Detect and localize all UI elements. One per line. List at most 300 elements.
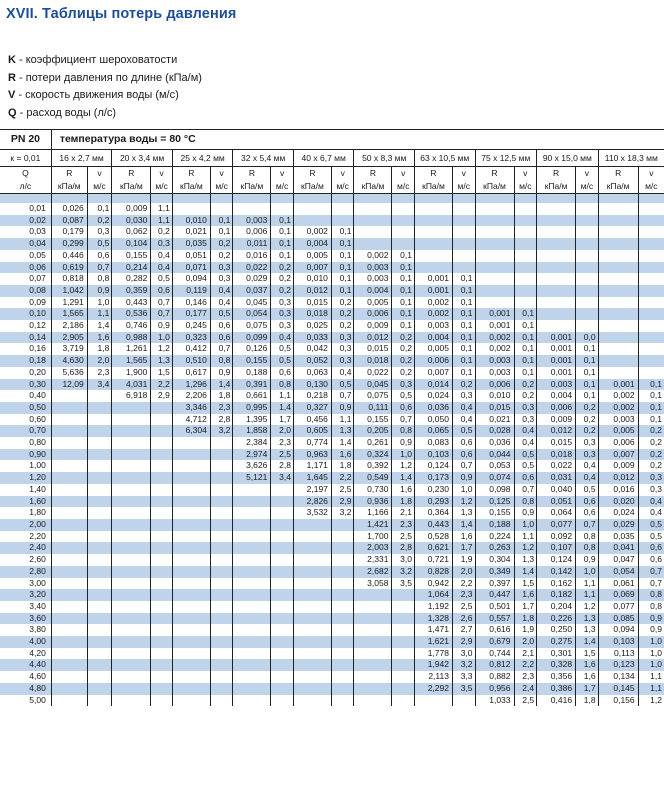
table-row <box>0 402 664 414</box>
flow-rate-cell: 0,02 <box>0 215 51 227</box>
pressure-loss-cell <box>354 203 392 215</box>
velocity-cell: 0,3 <box>331 343 354 355</box>
pipe-size-header: 25 x 4,2 мм <box>172 150 233 167</box>
velocity-cell: 0,3 <box>271 320 294 332</box>
velocity-cell: 0,2 <box>151 226 173 238</box>
pressure-loss-cell: 0,155 <box>475 507 514 519</box>
pressure-loss-cell: 0,016 <box>598 484 638 496</box>
velocity-cell <box>151 472 173 484</box>
pressure-loss-cell: 0,549 <box>354 472 392 484</box>
velocity-cell <box>452 226 475 238</box>
velocity-cell: 1,4 <box>392 472 415 484</box>
pressure-loss-cell: 0,045 <box>233 297 271 309</box>
pressure-loss-cell <box>354 215 392 227</box>
spacer-cell <box>354 194 392 204</box>
pressure-loss-cell <box>51 578 87 590</box>
flow-rate-cell: 0,40 <box>29 390 46 401</box>
pressure-loss-cell: 0,014 <box>415 379 453 391</box>
velocity-cell <box>452 695 475 707</box>
pressure-loss-cell <box>172 472 210 484</box>
velocity-cell: 0,1 <box>576 355 599 367</box>
velocity-cell <box>271 601 294 613</box>
velocity-cell: 0,2 <box>331 320 354 332</box>
velocity-cell <box>271 659 294 671</box>
r-unit: кПа/м <box>51 180 87 194</box>
velocity-cell: 3,5 <box>452 683 475 695</box>
pressure-loss-cell: 0,447 <box>475 589 514 601</box>
velocity-cell <box>210 589 233 601</box>
velocity-cell <box>576 308 599 320</box>
pressure-loss-cell: 0,005 <box>354 297 392 309</box>
pressure-loss-cell <box>233 613 271 625</box>
velocity-cell <box>151 519 173 531</box>
pressure-loss-cell: 0,299 <box>51 238 87 250</box>
pressure-loss-cell <box>537 273 576 285</box>
flow-rate-cell: 2,00 <box>0 519 51 531</box>
pressure-loss-cell: 0,134 <box>598 671 638 683</box>
v-unit: м/с <box>576 180 599 194</box>
velocity-cell <box>87 601 112 613</box>
velocity-cell <box>87 519 112 531</box>
pressure-loss-cell: 2,974 <box>233 449 271 461</box>
table-row <box>0 273 664 285</box>
velocity-cell: 0,5 <box>210 308 233 320</box>
velocity-cell <box>210 507 233 519</box>
velocity-cell <box>271 671 294 683</box>
velocity-cell <box>87 460 112 472</box>
velocity-cell <box>151 683 173 695</box>
roughness-label: к = 0,01 <box>0 150 51 167</box>
pressure-loss-cell: 0,146 <box>172 297 210 309</box>
table-row <box>0 238 664 250</box>
velocity-cell: 2,3 <box>271 437 294 449</box>
velocity-cell <box>331 613 354 625</box>
pressure-loss-cell <box>51 636 87 648</box>
pressure-loss-cell: 0,124 <box>537 554 576 566</box>
velocity-cell: 0,6 <box>87 250 112 262</box>
velocity-cell: 0,9 <box>210 367 233 379</box>
velocity-cell: 0,3 <box>210 273 233 285</box>
velocity-cell <box>271 578 294 590</box>
pipe-size-header: 63 x 10,5 мм <box>415 150 476 167</box>
pressure-loss-cell: 0,616 <box>475 624 514 636</box>
pressure-loss-cell: 2,682 <box>354 566 392 578</box>
r-symbol: R <box>537 167 576 181</box>
flow-rate-cell: 2,40 <box>0 542 51 554</box>
pipe-size-header: 32 x 5,4 мм <box>233 150 294 167</box>
table-row <box>0 460 664 472</box>
velocity-cell: 0,9 <box>452 472 475 484</box>
pipe-size-header: 75 x 12,5 мм <box>475 150 537 167</box>
pressure-loss-cell: 0,123 <box>598 659 638 671</box>
velocity-cell: 0,1 <box>392 262 415 274</box>
velocity-cell: 3,2 <box>331 507 354 519</box>
pressure-loss-cell: 0,022 <box>354 367 392 379</box>
velocity-cell: 0,5 <box>271 343 294 355</box>
velocity-cell: 0,6 <box>392 402 415 414</box>
pipe-size-header: 90 x 15,0 мм <box>537 150 599 167</box>
pressure-loss-cell <box>598 250 638 262</box>
pressure-loss-cell: 0,323 <box>172 332 210 344</box>
table-row <box>0 285 664 297</box>
table-row <box>0 215 664 227</box>
page-title: XVII. Таблицы потерь давления <box>6 6 237 22</box>
velocity-cell: 1,9 <box>514 624 537 636</box>
pressure-loss-cell: 0,245 <box>172 320 210 332</box>
flow-rate-cell: 0,60 <box>29 413 46 424</box>
pressure-loss-cell: 0,004 <box>354 285 392 297</box>
velocity-cell: 0,9 <box>638 613 664 625</box>
pressure-loss-cell <box>293 624 331 636</box>
velocity-cell: 0,7 <box>210 343 233 355</box>
pressure-loss-cell: 3,346 <box>172 402 210 414</box>
velocity-cell: 0,8 <box>392 425 415 437</box>
pressure-loss-cell: 0,002 <box>475 332 514 344</box>
velocity-cell <box>151 695 173 707</box>
pressure-loss-cell <box>354 226 392 238</box>
r-unit: кПа/м <box>172 180 210 194</box>
velocity-cell: 0,2 <box>392 332 415 344</box>
pressure-loss-cell: 0,035 <box>598 531 638 543</box>
pressure-loss-cell: 0,085 <box>598 613 638 625</box>
velocity-cell: 1,8 <box>331 460 354 472</box>
velocity-cell <box>271 636 294 648</box>
velocity-cell <box>87 437 112 449</box>
pressure-loss-cell: 1,565 <box>51 308 87 320</box>
pressure-loss-cell: 0,012 <box>293 285 331 297</box>
velocity-cell <box>87 554 112 566</box>
pressure-loss-cell <box>475 273 514 285</box>
pressure-loss-cell: 0,041 <box>598 542 638 554</box>
pressure-loss-cell <box>293 648 331 660</box>
table-row <box>0 355 664 367</box>
pressure-loss-cell: 0,011 <box>233 238 271 250</box>
velocity-cell: 2,2 <box>331 472 354 484</box>
pressure-loss-cell: 0,774 <box>293 437 331 449</box>
pressure-loss-cell <box>537 215 576 227</box>
pressure-loss-cell: 2,292 <box>415 683 453 695</box>
velocity-cell <box>392 589 415 601</box>
pressure-loss-cell <box>293 613 331 625</box>
velocity-cell <box>87 425 112 437</box>
pressure-loss-cell: 0,040 <box>537 484 576 496</box>
pressure-loss-cell <box>537 226 576 238</box>
velocity-cell: 0,5 <box>514 449 537 461</box>
velocity-cell <box>514 285 537 297</box>
velocity-cell <box>638 215 664 227</box>
pressure-loss-cell: 0,006 <box>415 355 453 367</box>
velocity-cell: 1,8 <box>210 390 233 402</box>
flow-rate-cell: 4,40 <box>0 659 51 671</box>
velocity-cell <box>514 262 537 274</box>
velocity-cell <box>271 624 294 636</box>
pressure-loss-cell: 1,042 <box>51 285 87 297</box>
pressure-loss-cell <box>293 671 331 683</box>
velocity-cell: 3,2 <box>452 659 475 671</box>
velocity-cell: 0,6 <box>151 285 173 297</box>
pressure-loss-cell <box>51 554 87 566</box>
velocity-cell: 0,8 <box>87 273 112 285</box>
pressure-loss-cell: 0,443 <box>112 297 151 309</box>
velocity-cell: 0,4 <box>151 250 173 262</box>
velocity-cell <box>210 683 233 695</box>
velocity-cell: 0,6 <box>452 437 475 449</box>
velocity-cell: 0,5 <box>392 390 415 402</box>
velocity-cell <box>271 507 294 519</box>
pressure-loss-cell <box>415 203 453 215</box>
velocity-cell <box>151 636 173 648</box>
velocity-cell: 1,1 <box>638 683 664 695</box>
r-unit: кПа/м <box>475 180 514 194</box>
pressure-loss-cell: 0,094 <box>172 273 210 285</box>
velocity-cell <box>87 542 112 554</box>
velocity-cell <box>210 472 233 484</box>
velocity-cell: 0,2 <box>210 250 233 262</box>
velocity-cell: 0,2 <box>271 262 294 274</box>
velocity-cell: 3,3 <box>452 671 475 683</box>
table-row <box>0 320 664 332</box>
pressure-loss-cell: 0,004 <box>537 390 576 402</box>
velocity-cell <box>576 238 599 250</box>
pressure-loss-cell <box>354 624 392 636</box>
pressure-loss-cell <box>233 531 271 543</box>
table-row <box>0 589 664 601</box>
pressure-loss-cell <box>172 507 210 519</box>
pressure-loss-cell <box>172 624 210 636</box>
velocity-cell: 1,6 <box>576 659 599 671</box>
pressure-loss-cell: 0,015 <box>537 437 576 449</box>
velocity-cell <box>210 449 233 461</box>
velocity-cell: 2,3 <box>514 671 537 683</box>
pressure-loss-cell: 0,391 <box>233 379 271 391</box>
velocity-cell: 2,3 <box>452 589 475 601</box>
pressure-loss-cell <box>233 624 271 636</box>
velocity-cell: 0,3 <box>271 297 294 309</box>
spacer-cell <box>452 194 475 204</box>
pressure-loss-cell: 0,942 <box>415 578 453 590</box>
spacer-cell <box>233 194 271 204</box>
pressure-loss-cell: 0,010 <box>475 390 514 402</box>
flow-rate-cell: 0,03 <box>29 226 46 237</box>
v-unit: м/с <box>392 180 415 194</box>
velocity-cell <box>151 671 173 683</box>
pressure-loss-cell: 0,528 <box>415 531 453 543</box>
pressure-loss-cell: 0,349 <box>475 566 514 578</box>
pressure-loss-cell: 0,063 <box>293 367 331 379</box>
flow-rate-cell: 0,05 <box>29 249 46 260</box>
pressure-loss-cell <box>112 414 151 426</box>
velocity-cell <box>87 507 112 519</box>
velocity-cell: 2,4 <box>514 683 537 695</box>
pressure-loss-cell: 0,092 <box>537 531 576 543</box>
v-unit: м/с <box>452 180 475 194</box>
velocity-cell: 3,4 <box>271 472 294 484</box>
velocity-cell: 0,6 <box>576 507 599 519</box>
flow-rate-cell: 2,80 <box>0 566 51 578</box>
velocity-cell: 0,4 <box>210 297 233 309</box>
pressure-loss-cell <box>293 683 331 695</box>
v-symbol: v <box>210 167 233 181</box>
pressure-loss-cell <box>233 519 271 531</box>
pressure-loss-cell: 0,214 <box>112 262 151 274</box>
velocity-cell: 0,4 <box>514 425 537 437</box>
velocity-cell: 0,3 <box>576 437 599 449</box>
velocity-cell <box>151 554 173 566</box>
spacer-cell <box>598 194 638 204</box>
pressure-loss-cell: 0,963 <box>293 449 331 461</box>
pressure-loss-cell: 0,124 <box>415 460 453 472</box>
table-row <box>0 332 664 344</box>
pressure-loss-cell <box>172 531 210 543</box>
velocity-cell: 2,0 <box>87 355 112 367</box>
pressure-loss-cell: 0,018 <box>354 355 392 367</box>
pressure-loss-cell <box>172 695 210 707</box>
velocity-cell: 0,6 <box>514 472 537 484</box>
velocity-cell: 0,5 <box>151 273 173 285</box>
table-row <box>0 484 664 496</box>
velocity-cell: 2,8 <box>210 414 233 426</box>
pressure-loss-cell: 0,179 <box>51 226 87 238</box>
pressure-loss-cell <box>112 683 151 695</box>
pressure-loss-cell: 0,003 <box>475 355 514 367</box>
pressure-loss-cell: 0,188 <box>233 367 271 379</box>
pressure-loss-cell <box>293 636 331 648</box>
table-row <box>0 437 664 449</box>
velocity-cell: 0,4 <box>271 332 294 344</box>
pressure-loss-cell: 0,003 <box>354 273 392 285</box>
pressure-loss-cell: 0,002 <box>598 402 638 414</box>
pressure-loss-cell <box>172 613 210 625</box>
v-unit: м/с <box>87 180 112 194</box>
pressure-loss-cell <box>415 215 453 227</box>
velocity-cell: 0,4 <box>452 402 475 414</box>
velocity-cell: 0,2 <box>392 343 415 355</box>
velocity-cell: 0,1 <box>392 250 415 262</box>
pressure-loss-cell: 0,501 <box>475 601 514 613</box>
legend-item-q: Q - расход воды (л/с) <box>8 106 117 119</box>
velocity-cell <box>271 542 294 554</box>
pressure-loss-cell: 3,532 <box>293 507 331 519</box>
velocity-cell <box>210 601 233 613</box>
velocity-cell <box>210 519 233 531</box>
pressure-loss-cell: 0,018 <box>293 308 331 320</box>
velocity-cell: 2,1 <box>392 507 415 519</box>
pressure-loss-cell: 0,456 <box>293 414 331 426</box>
v-unit: м/с <box>331 180 354 194</box>
pressure-loss-cell <box>233 659 271 671</box>
velocity-cell: 1,1 <box>331 414 354 426</box>
pressure-loss-cell: 0,744 <box>475 648 514 660</box>
velocity-cell: 1,0 <box>576 566 599 578</box>
velocity-cell <box>392 601 415 613</box>
pressure-loss-cell: 0,746 <box>112 320 151 332</box>
pressure-loss-cell: 0,099 <box>233 332 271 344</box>
pressure-loss-cell: 0,988 <box>112 332 151 344</box>
velocity-cell: 2,9 <box>452 636 475 648</box>
pressure-loss-cell <box>172 484 210 496</box>
velocity-cell <box>210 636 233 648</box>
pressure-loss-cell: 0,002 <box>415 297 453 309</box>
spacer-cell <box>537 194 576 204</box>
velocity-cell: 3,2 <box>210 425 233 437</box>
velocity-cell: 0,1 <box>452 273 475 285</box>
velocity-cell: 0,7 <box>514 484 537 496</box>
velocity-cell: 0,4 <box>576 460 599 472</box>
velocity-cell: 0,1 <box>452 320 475 332</box>
pressure-loss-cell: 2,384 <box>233 437 271 449</box>
pressure-loss-cell <box>112 437 151 449</box>
pressure-loss-cell: 0,003 <box>598 414 638 426</box>
velocity-cell <box>87 402 112 414</box>
flow-rate-cell: 3,00 <box>29 577 46 588</box>
pressure-loss-cell <box>51 472 87 484</box>
velocity-cell: 0,3 <box>638 484 664 496</box>
velocity-cell: 0,1 <box>452 343 475 355</box>
velocity-cell: 0,3 <box>392 379 415 391</box>
pressure-loss-cell <box>172 578 210 590</box>
velocity-cell: 2,1 <box>514 648 537 660</box>
header-row-pn <box>0 130 664 150</box>
pressure-loss-cell: 0,007 <box>293 262 331 274</box>
velocity-cell: 1,6 <box>87 332 112 344</box>
v-unit: м/с <box>271 180 294 194</box>
velocity-cell: 0,7 <box>638 578 664 590</box>
velocity-cell: 3,0 <box>392 554 415 566</box>
pressure-loss-cell: 1,900 <box>112 367 151 379</box>
pressure-loss-cell <box>172 589 210 601</box>
velocity-cell <box>151 566 173 578</box>
velocity-cell: 0,1 <box>271 238 294 250</box>
velocity-cell: 3,2 <box>392 566 415 578</box>
r-unit: кПа/м <box>354 180 392 194</box>
pressure-loss-cell <box>598 367 638 379</box>
pressure-loss-cell: 0,882 <box>475 671 514 683</box>
velocity-cell: 2,3 <box>87 367 112 379</box>
velocity-cell: 0,3 <box>452 390 475 402</box>
velocity-cell <box>151 531 173 543</box>
velocity-cell <box>151 578 173 590</box>
pressure-loss-cell: 0,036 <box>415 402 453 414</box>
velocity-cell: 2,0 <box>514 636 537 648</box>
pressure-loss-cell <box>354 659 392 671</box>
velocity-cell: 1,4 <box>576 636 599 648</box>
velocity-cell: 0,7 <box>331 390 354 402</box>
pressure-loss-cell: 0,009 <box>112 203 151 215</box>
velocity-cell: 2,2 <box>452 578 475 590</box>
table-row <box>0 496 664 508</box>
r-unit: кПа/м <box>537 180 576 194</box>
velocity-cell: 0,8 <box>514 496 537 508</box>
pressure-loss-cell: 0,104 <box>112 238 151 250</box>
r-symbol: R <box>475 167 514 181</box>
velocity-cell: 2,7 <box>452 624 475 636</box>
velocity-cell: 1,1 <box>151 215 173 227</box>
pressure-loss-cell: 0,812 <box>475 659 514 671</box>
pressure-loss-cell: 0,103 <box>598 636 638 648</box>
velocity-cell <box>87 636 112 648</box>
velocity-cell: 0,7 <box>576 519 599 531</box>
pressure-loss-cell <box>354 238 392 250</box>
pressure-loss-cell <box>51 671 87 683</box>
velocity-cell <box>576 250 599 262</box>
pressure-loss-cell: 0,446 <box>51 250 87 262</box>
pressure-loss-cell <box>172 636 210 648</box>
velocity-cell <box>331 215 354 227</box>
pressure-loss-cell <box>233 203 271 215</box>
velocity-cell <box>331 659 354 671</box>
velocity-cell: 1,6 <box>331 449 354 461</box>
pressure-loss-cell <box>293 203 331 215</box>
